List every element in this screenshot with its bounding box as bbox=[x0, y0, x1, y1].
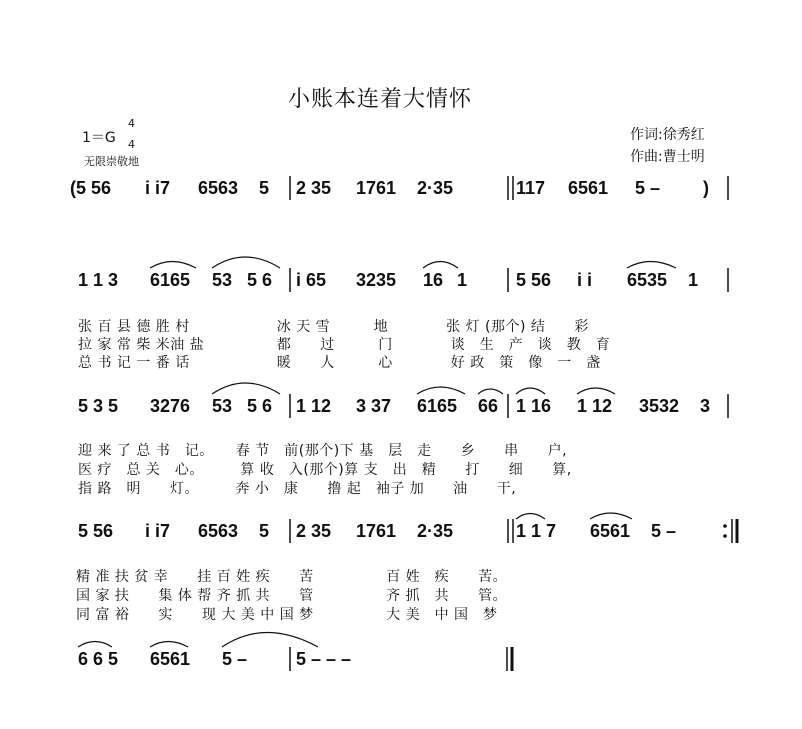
lyric-line: 同 富 裕 实 现 大 美 中 国 梦 大 美 中 国 梦 bbox=[76, 607, 498, 623]
slur-arc bbox=[590, 513, 632, 519]
song-title: 小账本连着大情怀 bbox=[288, 87, 473, 112]
slur-arc bbox=[627, 262, 676, 269]
note-group: 5 – – – bbox=[296, 649, 352, 669]
note-group: i i7 bbox=[145, 521, 171, 541]
note-group: 3532 bbox=[639, 396, 680, 416]
note-group: 53 bbox=[212, 270, 233, 290]
slur-arc bbox=[222, 633, 318, 648]
note-group: 6165 bbox=[150, 270, 191, 290]
note-group: 66 bbox=[478, 396, 499, 416]
lyric-line: 迎 来 了 总 书 记。 春 节 前(那个)下 基 层 走 乡 串 户, bbox=[78, 443, 568, 459]
repeat-dot bbox=[723, 534, 727, 538]
note-group: 5 – bbox=[222, 649, 248, 669]
note-group: 5 3 5 bbox=[78, 396, 119, 416]
note-group: 2·35 bbox=[417, 521, 454, 541]
lyric-line: 精 准 扶 贫 幸 挂 百 姓 疾 苦 百 姓 疾 苦。 bbox=[76, 569, 508, 585]
lyric-line: 国 家 扶 集 体 帮 齐 抓 共 管 齐 抓 共 管。 bbox=[76, 588, 508, 604]
slur-arc bbox=[212, 257, 280, 268]
note-group: 1 1 3 bbox=[78, 270, 119, 290]
key-signature: 1＝G bbox=[82, 130, 116, 146]
repeat-dot bbox=[723, 524, 727, 528]
lyric-line: 拉 家 常 柴 米油 盐 都 过 门 谈 生 产 谈 教 育 bbox=[78, 337, 611, 353]
note-group: 5 56 bbox=[516, 270, 552, 290]
note-group: 6561 bbox=[568, 178, 609, 198]
note-group: 6 6 5 bbox=[78, 649, 119, 669]
note-group: 5 – bbox=[651, 521, 677, 541]
note-group: 5 6 bbox=[247, 396, 273, 416]
tempo-mark: 无限崇敬地 bbox=[84, 155, 139, 168]
note-group: 3 bbox=[700, 396, 711, 416]
slur-arc bbox=[516, 388, 545, 394]
note-group: 5 6 bbox=[247, 270, 273, 290]
lyric-line: 医 疗 总 关 心。 算 收 入(那个)算 支 出 精 打 细 算, bbox=[78, 462, 572, 478]
lyric-line: 张 百 县 德 胜 村 冰 天 雪 地 张 灯 (那个) 结 彩 bbox=[78, 319, 589, 335]
lyricist-credit: 作词:徐秀红 bbox=[630, 127, 705, 143]
slur-arc bbox=[150, 642, 188, 648]
note-group: 6535 bbox=[627, 270, 668, 290]
note-group: 2 35 bbox=[296, 521, 332, 541]
note-group: 3 37 bbox=[356, 396, 392, 416]
note-group: 53 bbox=[212, 396, 233, 416]
note-group: 1761 bbox=[356, 521, 397, 541]
note-group: ) bbox=[703, 178, 709, 198]
note-group: 6561 bbox=[590, 521, 631, 541]
note-group: 1 bbox=[688, 270, 699, 290]
note-group: i i bbox=[577, 270, 593, 290]
slur-arc bbox=[212, 383, 280, 394]
note-group: 2 35 bbox=[296, 178, 332, 198]
note-group: i 65 bbox=[296, 270, 327, 290]
note-group: 6563 bbox=[198, 178, 239, 198]
note-group: 16 bbox=[423, 270, 444, 290]
note-group: 6165 bbox=[417, 396, 458, 416]
lyric-line: 指 路 明 灯。 奔 小 康 撸 起 袖子 加 油 干, bbox=[78, 481, 517, 497]
composer-credit: 作曲:曹士明 bbox=[630, 149, 705, 165]
time-signature-top: 4 bbox=[128, 117, 135, 130]
slur-arc bbox=[478, 389, 503, 394]
slur-arc bbox=[78, 642, 112, 648]
note-group: 5 56 bbox=[78, 521, 114, 541]
note-group: 5 – bbox=[635, 178, 661, 198]
note-group: 1 16 bbox=[516, 396, 552, 416]
note-group: 3276 bbox=[150, 396, 191, 416]
time-signature-bottom: 4 bbox=[128, 138, 135, 151]
note-group: 1 bbox=[457, 270, 468, 290]
lyric-line: 总 书 记 一 番 话 暖 人 心 好 政 策 像 一 盏 bbox=[78, 355, 601, 371]
slur-arc bbox=[423, 262, 458, 269]
note-group: 6561 bbox=[150, 649, 191, 669]
note-group: (5 56 bbox=[70, 178, 112, 198]
slur-arc bbox=[516, 514, 545, 520]
note-group: 2·35 bbox=[417, 178, 454, 198]
note-group: 3235 bbox=[356, 270, 397, 290]
note-group: i i7 bbox=[145, 178, 171, 198]
slur-arc bbox=[150, 262, 196, 269]
note-group: 5 bbox=[259, 521, 270, 541]
note-group: 1761 bbox=[356, 178, 397, 198]
note-group: 1 1 7 bbox=[516, 521, 557, 541]
slur-arc bbox=[577, 388, 615, 394]
slur-arc bbox=[417, 387, 465, 394]
note-group: 5 bbox=[259, 178, 270, 198]
note-group: 6563 bbox=[198, 521, 239, 541]
note-group: 1 12 bbox=[296, 396, 332, 416]
note-group: 117 bbox=[516, 178, 546, 198]
note-group: 1 12 bbox=[577, 396, 613, 416]
